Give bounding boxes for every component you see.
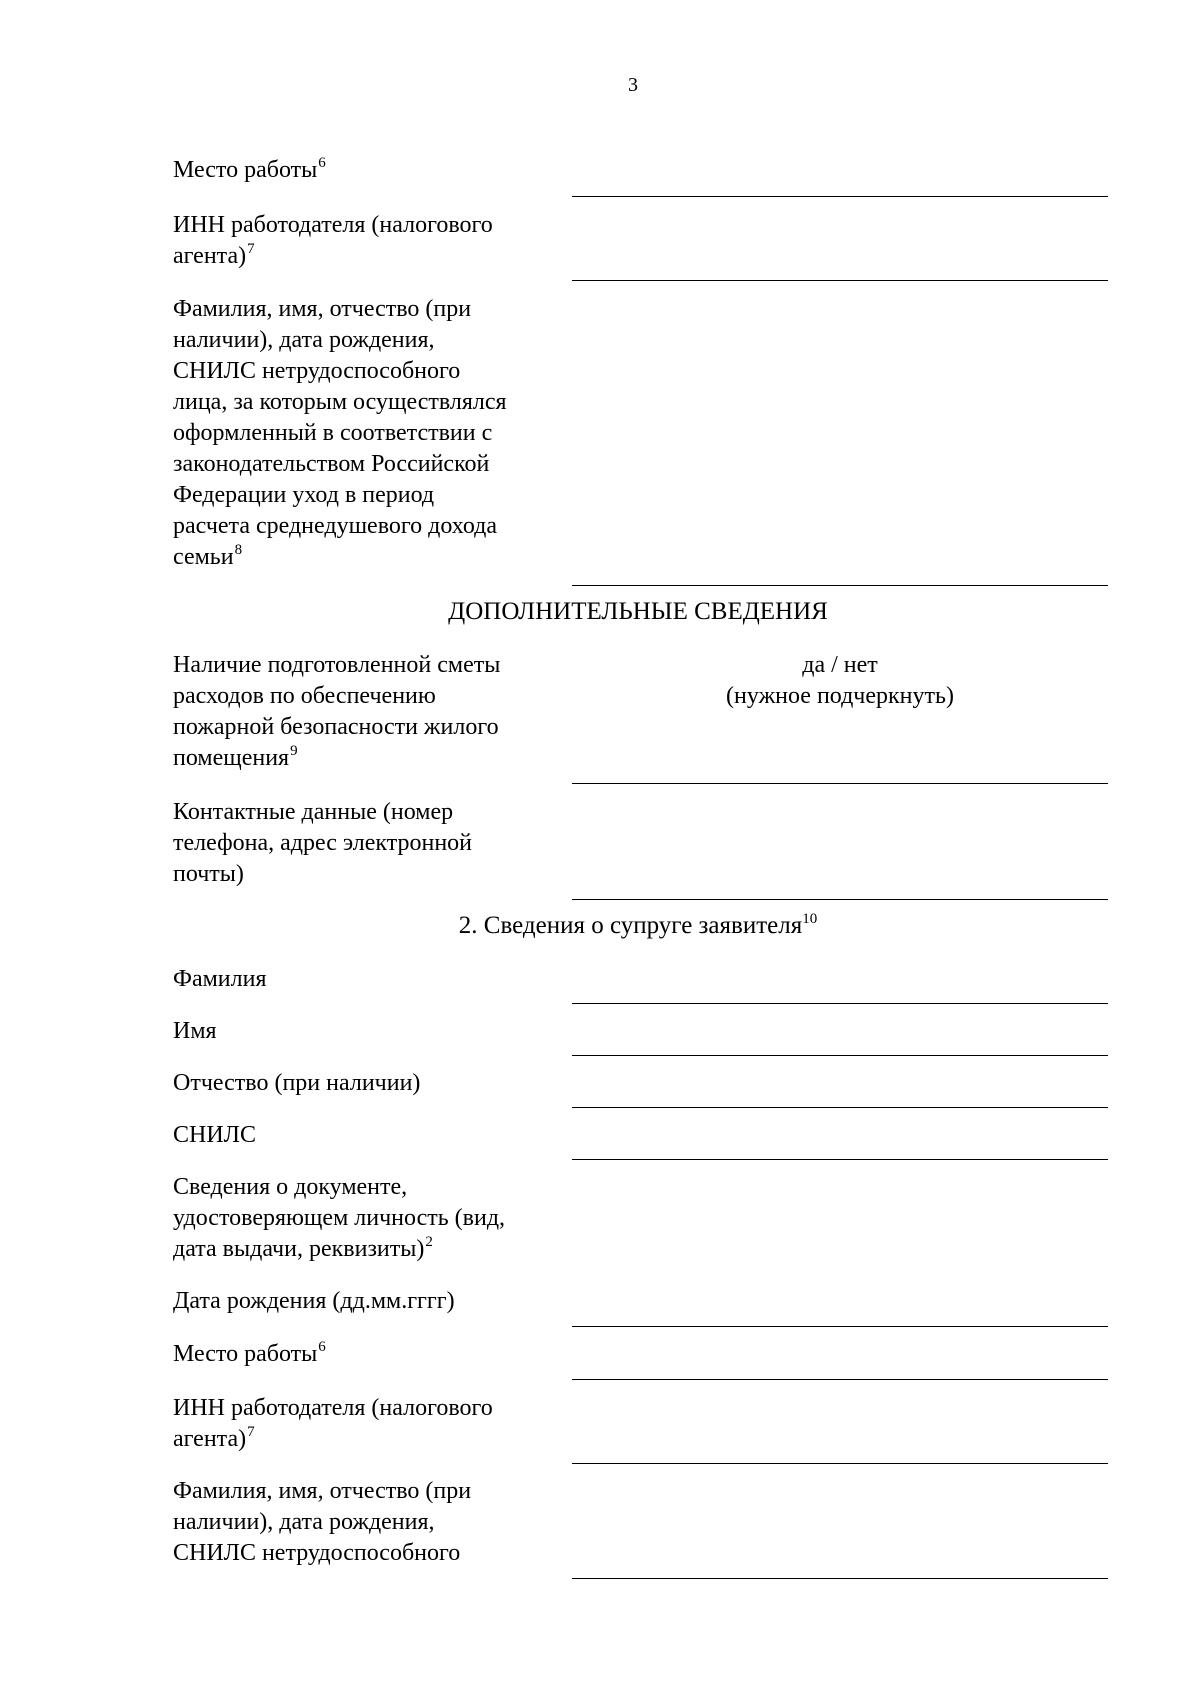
- spouse-id-doc-label: Сведения о документе, удостоверяющем личность (вид, дата выдачи, реквизиты)$^2$: [173, 1174, 506, 1262]
- spouse-heading: 2. Сведения о супруге заявителя$^{10}$: [458, 911, 818, 939]
- footnote-ref: 9: [290, 743, 298, 759]
- choice-hint: (нужное подчеркнуть): [726, 683, 954, 709]
- spouse-workplace-label: Место работы$^6$: [173, 1339, 326, 1367]
- spouse-dependent-field[interactable]: [572, 1578, 1108, 1579]
- footnote-ref: 8: [234, 542, 243, 558]
- spouse-surname-field[interactable]: [572, 1003, 1108, 1004]
- spouse-birth-date-label: Дата рождения (дд.мм.гггг): [173, 1288, 455, 1314]
- yes-no-option[interactable]: да / нет: [802, 652, 878, 678]
- estimate-label: Наличие подготовленной сметы расходов по обеспечению пожарной безопасности жилого помещения$^9$: [173, 652, 501, 771]
- workplace-field[interactable]: [572, 196, 1108, 197]
- contacts-field[interactable]: [572, 899, 1108, 900]
- spouse-snils-field[interactable]: [572, 1159, 1108, 1160]
- spouse-patronymic-label: Отчество (при наличии): [173, 1070, 421, 1096]
- estimate-choice[interactable]: [680, 650, 1000, 712]
- spouse-dependent-label: Фамилия, имя, отчество (при наличии), дата рождения, СНИЛС нетрудоспособного: [173, 1478, 472, 1566]
- spouse-employer-inn-label: ИНН работодателя (налогового агента)$^7$: [173, 1395, 493, 1452]
- spouse-employer-inn-field[interactable]: [572, 1463, 1108, 1464]
- dependent-label: Фамилия, имя, отчество (при наличии), дата рождения, СНИЛС нетрудоспособного лица, за которым осуществлялся оформленный в соответствии с законодательством Российской Федерации уход в период расчета среднедушевого дохода семьи$^8$: [173, 296, 507, 570]
- workplace-label: Место работы$^6$: [173, 155, 326, 183]
- spouse-name-field[interactable]: [572, 1055, 1108, 1056]
- spouse-surname-label: Фамилия: [173, 966, 267, 992]
- employer-inn-field[interactable]: [572, 280, 1108, 281]
- dependent-field[interactable]: [572, 585, 1108, 586]
- spouse-snils-label: СНИЛС: [173, 1122, 256, 1148]
- spouse-patronymic-field[interactable]: [572, 1107, 1108, 1108]
- spouse-birth-date-field[interactable]: [572, 1326, 1108, 1327]
- footnote-ref: 6: [318, 155, 326, 171]
- footnote-ref: 6: [318, 1339, 326, 1355]
- estimate-field[interactable]: [572, 783, 1108, 784]
- footnote-ref: 2: [425, 1234, 433, 1250]
- page-number: 3: [628, 74, 638, 96]
- contacts-label: Контактные данные (номер телефона, адрес электронной почты): [173, 799, 473, 887]
- footnote-ref: 10: [802, 911, 818, 927]
- spouse-name-label: Имя: [173, 1018, 217, 1044]
- additional-heading: ДОПОЛНИТЕЛЬНЫЕ СВЕДЕНИЯ: [448, 598, 828, 625]
- employer-inn-label: ИНН работодателя (налогового агента)$^7$: [173, 212, 493, 269]
- footnote-ref: 7: [247, 1424, 255, 1440]
- footnote-ref: 7: [247, 241, 255, 257]
- spouse-workplace-field[interactable]: [572, 1379, 1108, 1380]
